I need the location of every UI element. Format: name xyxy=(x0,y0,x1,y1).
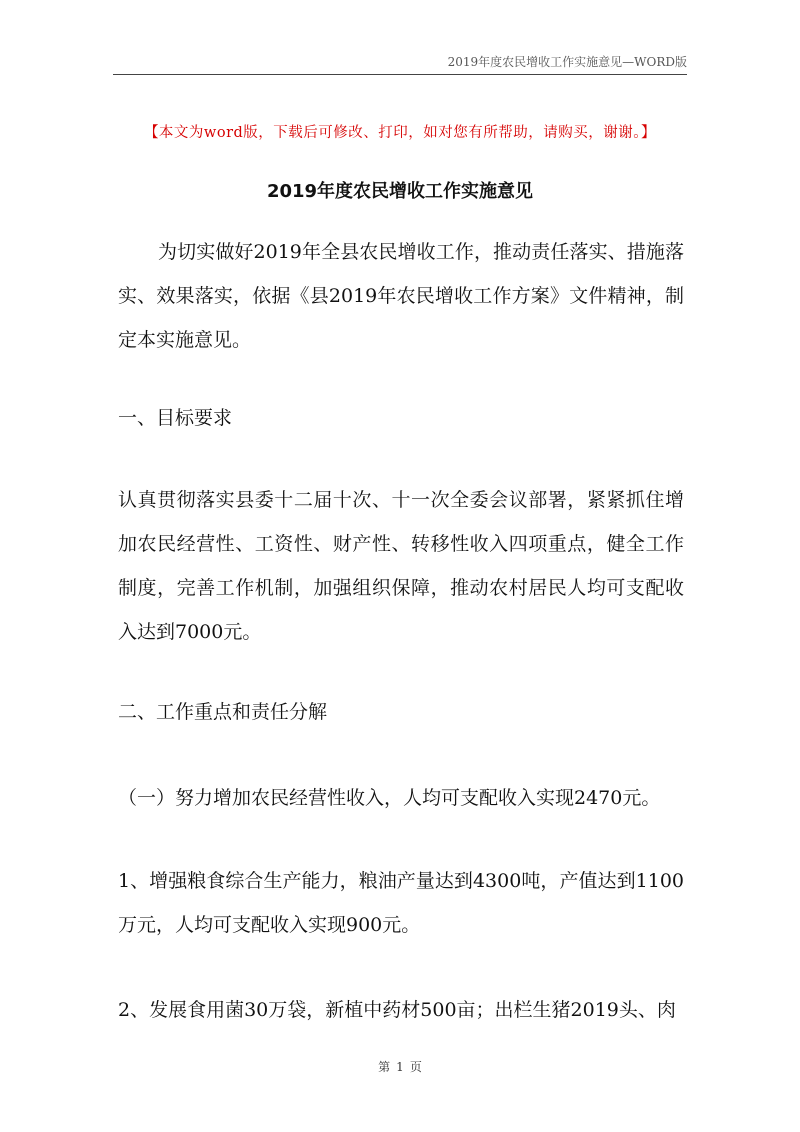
subsection-heading-operating-income: （一）努力增加农民经营性收入，人均可支配收入实现2470元。 xyxy=(118,787,661,809)
purchase-notice: 【本文为word版，下载后可修改、打印，如对您有所帮助，请购买，谢谢。】 xyxy=(143,125,657,141)
page-number: 1 xyxy=(396,1060,404,1074)
footer-prefix: 第 xyxy=(378,1060,391,1074)
list-item-grain: 1、增强粮食综合生产能力，粮油产量达到4300吨，产值达到1100万元，人均可支配收入实现900元。 xyxy=(118,870,684,936)
page-header xyxy=(113,52,687,75)
section-heading-goals: 一、目标要求 xyxy=(118,407,233,429)
footer-suffix: 页 xyxy=(409,1060,422,1074)
list-item-fungi: 2、发展食用菌30万袋，新植中药材500亩；出栏生猪2019头、肉 xyxy=(118,999,676,1021)
document-title: 2019年度农民增收工作实施意见 xyxy=(266,181,534,202)
running-title: 2019年度农民增收工作实施意见—WORD版 xyxy=(447,55,687,69)
page-footer xyxy=(0,1058,800,1075)
goals-paragraph: 认真贯彻落实县委十二届十次、十一次全委会议部署，紧紧抓住增加农民经营性、工资性、财产性、转移性收入四项重点，健全工作制度，完善工作机制，加强组织保障，推动农村居民人均可支配收入达到7000元。 xyxy=(118,489,684,643)
intro-paragraph: 为切实做好2019年全县农民增收工作，推动责任落实、措施落实、效果落实，依据《县2019年农民增收工作方案》文件精神，制定本实施意见。 xyxy=(118,241,684,351)
section-heading-tasks: 二、工作重点和责任分解 xyxy=(118,701,328,723)
